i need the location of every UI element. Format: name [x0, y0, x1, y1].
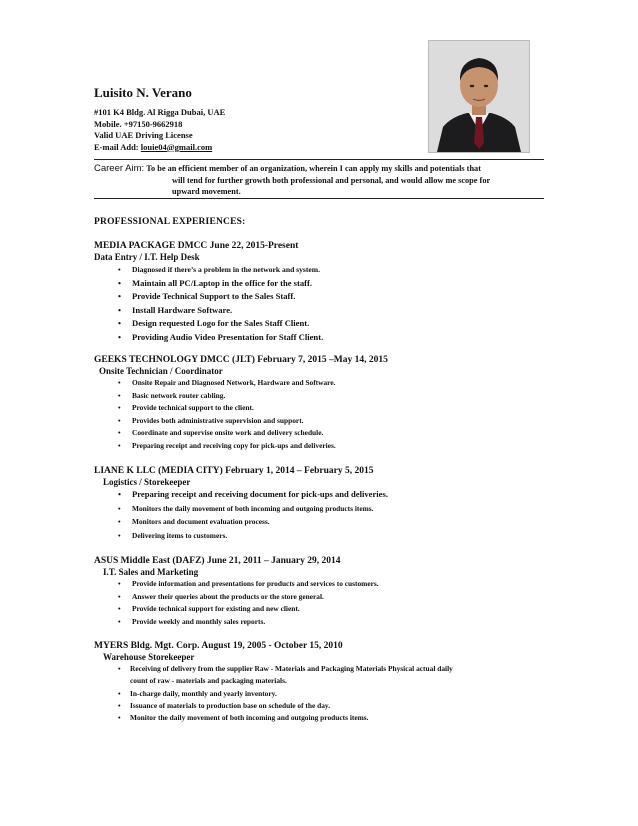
duty-item: • Provide technical support for existing and new client.	[94, 603, 549, 616]
duty-item-continuation	[94, 675, 549, 687]
email-line	[94, 142, 424, 154]
duty-item: • Provide weekly and monthly sales reports.	[94, 616, 549, 629]
duty-item: • Answer their queries about the products or the store general.	[94, 591, 549, 604]
duty-item: • Provide technical support to the client.	[94, 402, 549, 415]
duty-item: • Receiving of delivery from the supplier Raw - Materials and Packaging Materials Physical actual daily	[94, 663, 549, 675]
career-aim-text: To be an efficient member of an organization, wherein I can apply my skills and potentials that	[146, 164, 481, 173]
duty-continuation-text: count of raw - materials and packaging materials.	[130, 676, 287, 686]
email-label: E-mail Add:	[94, 141, 141, 152]
job-role: Logistics / Storekeeper	[103, 477, 191, 487]
job-entry	[94, 466, 549, 542]
job-duties	[94, 578, 549, 628]
duty-item: • Onsite Repair and Diagnosed Network, Hardware and Software.	[94, 377, 549, 390]
duty-item: • Diagnosed if there’s a problem in the network and system.	[94, 263, 549, 277]
career-aim-text-line3: upward movement.	[172, 187, 241, 196]
license-line: Valid UAE Driving License	[94, 130, 193, 140]
job-title: MYERS Bldg. Mgt. Corp. August 19, 2005 - October 15, 2010	[94, 641, 343, 651]
applicant-name: Luisito N. Verano	[94, 85, 192, 100]
career-aim-text-line2: will tend for further growth both professional and personal, and would allow me scope for	[172, 175, 491, 185]
duty-item: • Delivering items to customers.	[94, 529, 549, 543]
job-entry	[94, 556, 549, 628]
job-duties	[94, 663, 549, 724]
duty-item: • Monitors and document evaluation process.	[94, 515, 549, 529]
duty-item: • Providing Audio Video Presentation for Staff Client.	[94, 331, 549, 345]
job-role: I.T. Sales and Marketing	[103, 567, 199, 577]
duty-item: • Provide Technical Support to the Sales Staff.	[94, 290, 549, 304]
divider-top	[94, 159, 544, 160]
job-role: Warehouse Storekeeper	[103, 652, 195, 662]
duty-item: • Preparing receipt and receiving copy for pick-ups and deliveries.	[94, 440, 549, 453]
job-duties	[94, 377, 549, 453]
career-aim	[94, 163, 544, 198]
contact-header	[94, 85, 424, 153]
career-aim-label: Career Aim:	[94, 163, 145, 174]
job-role: Data Entry / I.T. Help Desk	[94, 252, 200, 262]
duty-item: • Monitors the daily movement of both incoming and outgoing products items.	[94, 502, 549, 516]
job-role: Onsite Technician / Coordinator	[99, 366, 223, 376]
email-link[interactable]: louie04@gmail.com	[140, 141, 213, 152]
job-entry	[94, 241, 549, 345]
section-title-experiences: PROFESSIONAL EXPERIENCES:	[94, 217, 246, 227]
mobile-line: Mobile. +97150-9662918	[94, 118, 183, 129]
job-title: MEDIA PACKAGE DMCC June 22, 2015-Present	[94, 241, 299, 251]
divider-bottom	[94, 198, 544, 199]
job-entry	[94, 355, 549, 453]
duty-item: • Provide information and presentations for products and services to customers.	[94, 578, 549, 591]
duty-item: • Maintain all PC/Laptop in the office for the staff.	[94, 277, 549, 291]
job-title: LIANE K LLC (MEDIA CITY) February 1, 2014 – February 5, 2015	[94, 466, 374, 476]
duty-item: • Monitor the daily movement of both incoming and outgoing products items.	[94, 712, 549, 724]
duty-item: • Issuance of materials to production base on schedule of the day.	[94, 700, 549, 712]
duty-item: • Design requested Logo for the Sales Staff Client.	[94, 317, 549, 331]
job-entry	[94, 641, 549, 724]
duty-item: • In-charge daily, monthly and yearly inventory.	[94, 688, 549, 700]
duty-item: • Basic network router cabling.	[94, 390, 549, 403]
duty-item: • Coordinate and supervise onsite work and delivery schedule.	[94, 427, 549, 440]
address-line: #101 K4 Bldg. Al Rigga Dubai, UAE	[94, 107, 226, 117]
job-duties	[94, 263, 549, 345]
job-duties	[94, 488, 549, 542]
duty-item: • Install Hardware Software.	[94, 304, 549, 318]
profile-photo	[428, 40, 530, 153]
job-title: ASUS Middle East (DAFZ) June 21, 2011 – January 29, 2014	[94, 556, 341, 566]
job-title: GEEKS TECHNOLOGY DMCC (JLT) February 7, 2015 –May 14, 2015	[94, 355, 388, 365]
duty-item: • Preparing receipt and receiving document for pick-ups and deliveries.	[94, 488, 549, 502]
duty-item: • Provides both administrative supervision and support.	[94, 415, 549, 428]
profile-photo-image	[429, 41, 529, 152]
